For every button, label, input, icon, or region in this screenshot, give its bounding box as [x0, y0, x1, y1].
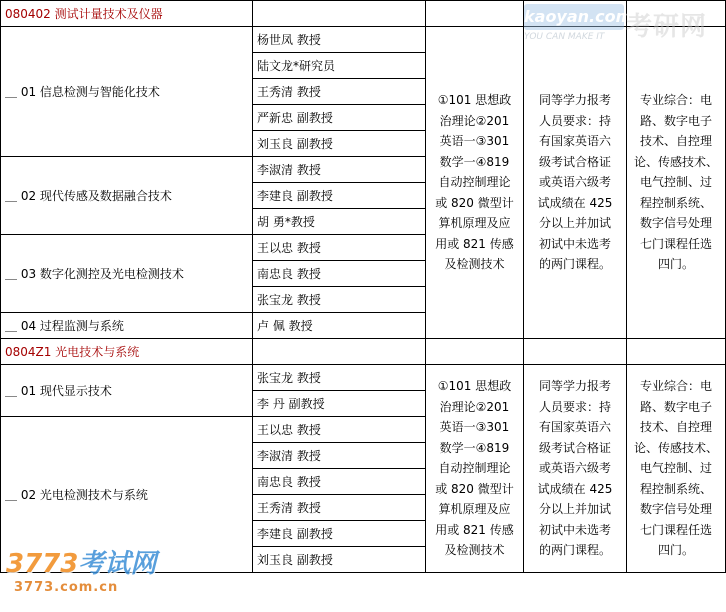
watermark-url: 3773.com.cn	[14, 580, 119, 595]
supervisor: 李淑清 教授	[253, 443, 426, 469]
watermark-name: 考研网	[626, 12, 708, 42]
watermark-logo: 3773考试网	[6, 549, 157, 579]
research-direction: ＿ 02 现代传感及数据融合技术	[1, 157, 253, 235]
supervisor: 刘玉良 副教授	[253, 131, 426, 157]
research-direction: ＿ 03 数字化测控及光电检测技术	[1, 235, 253, 313]
supervisor: 张宝龙 教授	[253, 287, 426, 313]
supervisor: 张宝龙 教授	[253, 365, 426, 391]
exam-subjects: ①101 思想政 治理论②201 英语一③301 数学一④819 自动控制理论 或 820 微型计 算机原理及应 用或 821 传感 及检测技术	[426, 27, 524, 339]
section-title: 080402 测试计量技术及仪器	[1, 1, 253, 27]
supervisor: 胡 勇*教授	[253, 209, 426, 235]
supervisor: 王以忠 教授	[253, 417, 426, 443]
section-header-row	[1, 1, 726, 27]
equivalent-requirements: 同等学力报考 人员要求：持 有国家英语六 级考试合格证 或英语六级考 试成绩在 425 分以上并加试 初试中未选考 的两门课程。	[524, 27, 627, 339]
supervisor: 李建良 副教授	[253, 521, 426, 547]
supervisor: 杨世凤 教授	[253, 27, 426, 53]
watermark-badge: kaoyan.com	[524, 4, 624, 30]
research-direction: ＿ 01 现代显示技术	[1, 365, 253, 417]
research-direction: ＿ 01 信息检测与智能化技术	[1, 27, 253, 157]
research-direction: ＿ 04 过程监测与系统	[1, 313, 253, 339]
supervisor: 王秀清 教授	[253, 79, 426, 105]
supervisor: 王秀清 教授	[253, 495, 426, 521]
table-row	[1, 27, 726, 53]
supervisor: 南忠良 教授	[253, 261, 426, 287]
section-header-row	[1, 339, 726, 365]
retest-subjects: 专业综合：电 路、数字电子 技术、自控理 论、传感技术、 电气控制、过 程控制系统、 数字信号处理 七门课程任选 四门。	[627, 27, 726, 339]
table-row	[1, 365, 726, 391]
supervisor: 李 丹 副教授	[253, 391, 426, 417]
equivalent-requirements: 同等学力报考 人员要求：持 有国家英语六 级考试合格证 或英语六级考 试成绩在 425 分以上并加试 初试中未选考 的两门课程。	[524, 365, 627, 573]
research-direction: ＿ 02 光电检测技术与系统	[1, 417, 253, 573]
watermark-tagline: YOU CAN MAKE IT	[524, 32, 605, 42]
supervisor: 李建良 副教授	[253, 183, 426, 209]
supervisor: 刘玉良 副教授	[253, 547, 426, 573]
retest-subjects: 专业综合：电 路、数字电子 技术、自控理 论、传感技术、 电气控制、过 程控制系统、 数字信号处理 七门课程任选 四门。	[627, 365, 726, 573]
supervisor: 卢 佩 教授	[253, 313, 426, 339]
supervisor: 陆文龙*研究员	[253, 53, 426, 79]
supervisor: 李淑清 教授	[253, 157, 426, 183]
exam-subjects: ①101 思想政 治理论②201 英语一③301 数学一④819 自动控制理论 或 820 微型计 算机原理及应 用或 821 传感 及检测技术	[426, 365, 524, 573]
section-title: 0804Z1 光电技术与系统	[1, 339, 253, 365]
supervisor: 南忠良 教授	[253, 469, 426, 495]
supervisor: 严新忠 副教授	[253, 105, 426, 131]
supervisor: 王以忠 教授	[253, 235, 426, 261]
